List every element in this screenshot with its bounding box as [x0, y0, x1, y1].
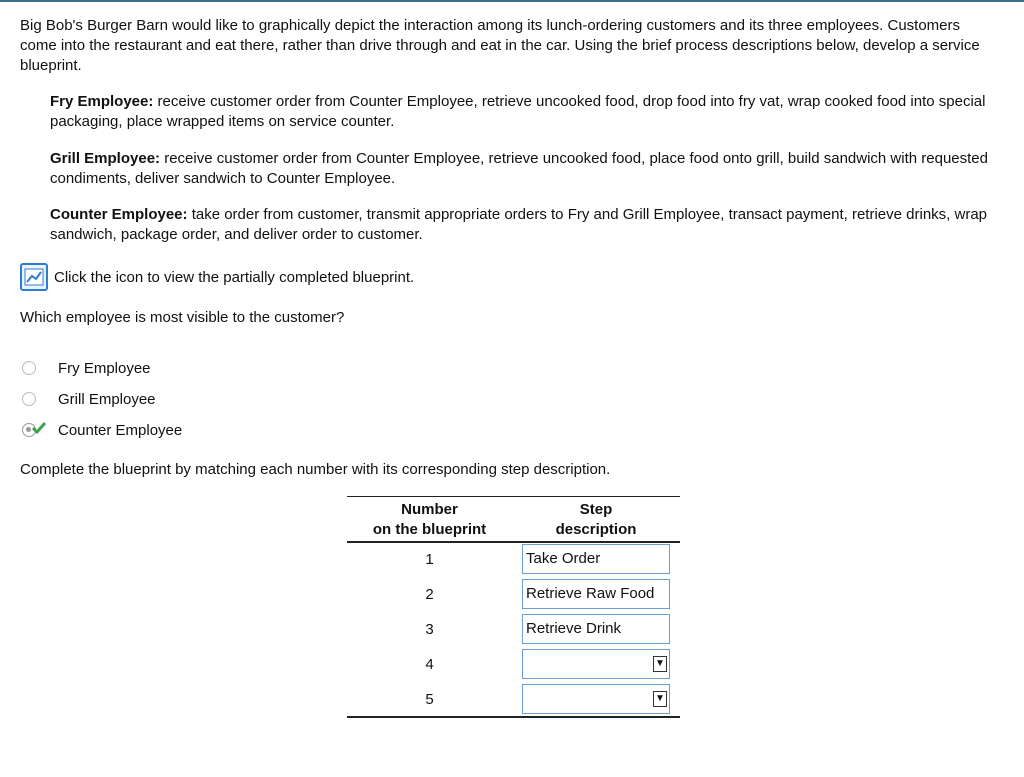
role-text: receive customer order from Counter Employee, retrieve uncooked food, drop food into fry vat, wrap cooked food into special packaging, place wrapped items on service counter. — [50, 93, 986, 130]
role-text: receive customer order from Counter Employee, retrieve uncooked food, place food onto grill, build sandwich with requested condiments, deliver sandwich to Counter Employee. — [50, 150, 988, 187]
step-answer-field[interactable]: Take Order — [522, 544, 670, 574]
option-counter-employee[interactable] — [22, 419, 182, 441]
header-line: Number — [401, 501, 458, 518]
header-number — [347, 500, 512, 540]
matching-instruction: Complete the blueprint by matching each number with its corresponding step description. — [20, 461, 611, 478]
table-rule — [347, 541, 680, 543]
header-step — [522, 500, 670, 540]
row-number: 3 — [425, 621, 434, 638]
option-label: Fry Employee — [58, 359, 151, 377]
step-dropdown[interactable] — [522, 649, 670, 679]
dropdown-arrow-icon[interactable]: ▼ — [653, 691, 667, 707]
radio-button[interactable] — [22, 392, 36, 406]
row-number: 4 — [425, 656, 434, 673]
option-label: Counter Employee — [58, 421, 183, 439]
role-title: Counter Employee: — [50, 206, 188, 223]
table-rule — [347, 716, 680, 718]
problem-intro: Big Bob's Burger Barn would like to graphically depict the interaction among its lunch-ordering customers and its three employees. Customers come into the restaurant and eat there, rather than drive through and eat in the car. Using the brief process descriptions below, develop a service blueprint. — [20, 17, 980, 74]
role-text: take order from customer, transmit appropriate orders to Fry and Grill Employee, transact payment, retrieve drinks, wrap sandwich, package order, and deliver order to customer. — [50, 206, 988, 243]
dropdown-arrow-icon[interactable]: ▼ — [653, 656, 667, 672]
radio-button-selected[interactable] — [22, 423, 36, 437]
option-fry-employee[interactable] — [22, 357, 151, 379]
row-number: 5 — [425, 691, 434, 708]
blueprint-link-text: Click the icon to view the partially completed blueprint. — [54, 268, 415, 286]
fry-employee-description — [50, 92, 1010, 132]
row-number: 2 — [425, 586, 434, 603]
row-number: 1 — [425, 551, 434, 568]
question-text: Which employee is most visible to the customer? — [20, 309, 345, 326]
header-line: on the blueprint — [372, 521, 487, 538]
table-rule — [347, 496, 680, 497]
radio-button[interactable] — [22, 361, 36, 375]
step-answer-field[interactable]: Retrieve Raw Food — [522, 579, 670, 609]
option-label: Grill Employee — [58, 390, 156, 408]
step-dropdown[interactable] — [522, 684, 670, 714]
header-line: Step — [579, 501, 613, 518]
option-grill-employee[interactable] — [22, 388, 156, 410]
role-title: Fry Employee: — [50, 93, 154, 110]
counter-employee-description — [50, 205, 1010, 245]
top-border — [0, 0, 1024, 2]
grill-employee-description — [50, 149, 1010, 189]
role-title: Grill Employee: — [50, 150, 161, 167]
step-answer-field[interactable]: Retrieve Drink — [522, 614, 670, 644]
blueprint-link-row — [20, 262, 414, 292]
chart-icon[interactable] — [20, 263, 48, 291]
checkmark-icon — [31, 421, 47, 435]
header-line: description — [555, 521, 637, 538]
